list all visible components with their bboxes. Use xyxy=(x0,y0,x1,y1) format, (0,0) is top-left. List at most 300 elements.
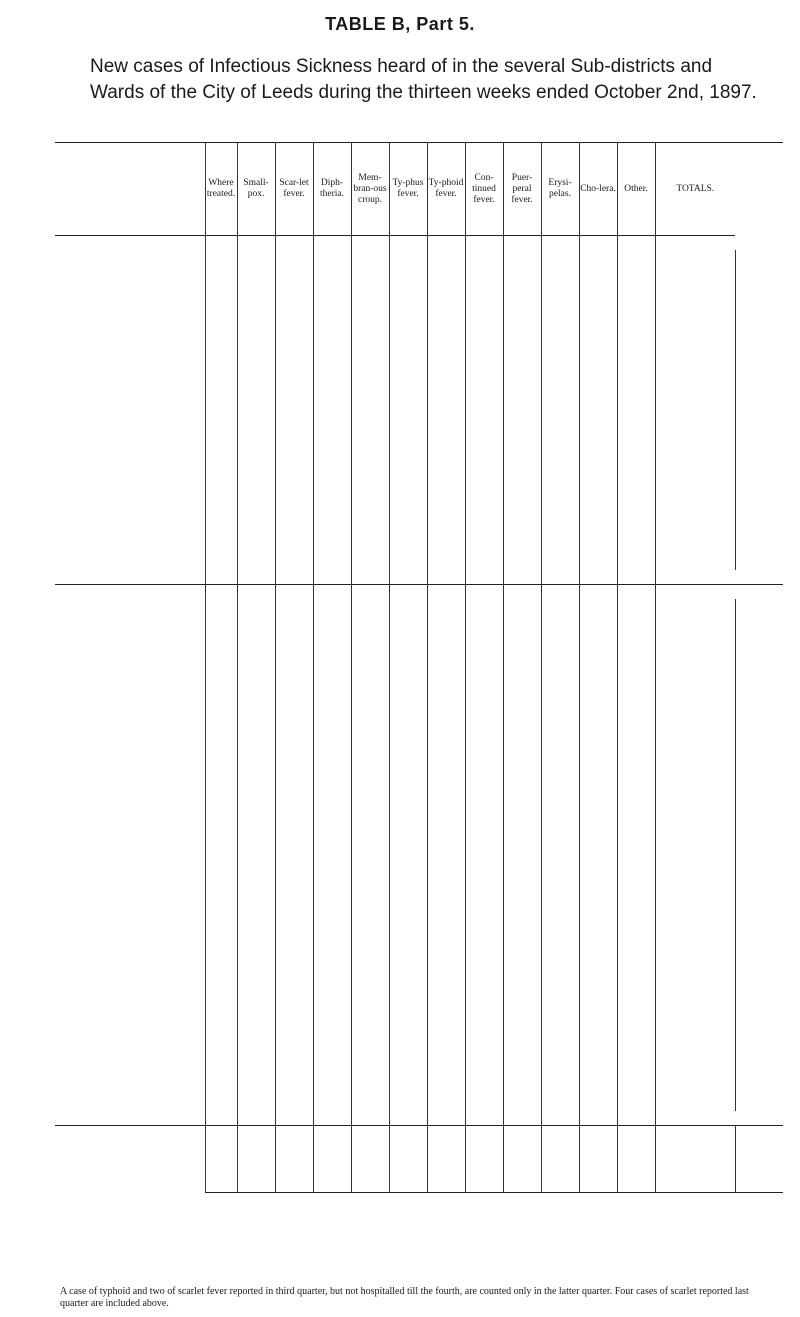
cell-value xyxy=(275,346,313,362)
cell-value xyxy=(617,522,655,538)
cell-value xyxy=(579,967,617,983)
city-cell-value xyxy=(579,1170,617,1193)
cell-value xyxy=(465,839,503,855)
cell-value xyxy=(503,631,541,647)
cell-value xyxy=(503,887,541,903)
spacer xyxy=(465,585,503,599)
cell-value xyxy=(617,743,655,759)
cell-value xyxy=(503,999,541,1015)
cell-value xyxy=(389,378,427,394)
where-treated xyxy=(205,410,237,426)
cell-value xyxy=(579,490,617,506)
cell-value xyxy=(237,1031,275,1047)
cell-value xyxy=(655,314,735,330)
cell-value xyxy=(655,522,735,538)
cell-value xyxy=(351,615,389,631)
cell-value xyxy=(237,999,275,1015)
cell-value xyxy=(275,631,313,647)
cell-value xyxy=(351,1015,389,1031)
district-name xyxy=(83,759,205,791)
cell-value xyxy=(313,743,351,759)
cell-value xyxy=(655,807,735,823)
cell-value xyxy=(237,1015,275,1031)
row-total xyxy=(735,1015,783,1047)
column-header: Puer-peral fever. xyxy=(503,143,541,236)
column-header: Where treated. xyxy=(205,143,237,236)
cell-value xyxy=(389,999,427,1015)
where-treated xyxy=(205,999,237,1015)
cell-value xyxy=(275,522,313,538)
cell-value xyxy=(313,647,351,663)
cell-value xyxy=(313,1095,351,1111)
cell-value xyxy=(427,458,465,474)
cell-value xyxy=(617,951,655,967)
cell-value xyxy=(503,951,541,967)
cell-value xyxy=(503,298,541,314)
cell-value xyxy=(541,266,579,282)
cell-value xyxy=(427,1047,465,1063)
cell-value xyxy=(237,378,275,394)
where-treated xyxy=(205,1063,237,1079)
cell-value xyxy=(579,426,617,442)
cell-value xyxy=(579,1079,617,1095)
cell-value xyxy=(579,378,617,394)
cell-value xyxy=(617,266,655,282)
cell-value xyxy=(237,743,275,759)
cell-value xyxy=(617,631,655,647)
city-cell-value xyxy=(617,1148,655,1170)
spacer xyxy=(389,1111,427,1126)
district-name xyxy=(83,695,205,727)
cell-value xyxy=(351,967,389,983)
spacer xyxy=(275,585,313,599)
column-header: Ty-phus fever. xyxy=(389,143,427,236)
cell-value xyxy=(237,615,275,631)
cell-value xyxy=(389,346,427,362)
cell-value xyxy=(313,999,351,1015)
cell-value xyxy=(427,743,465,759)
cell-value xyxy=(503,426,541,442)
cell-value xyxy=(617,983,655,999)
cell-value xyxy=(275,855,313,871)
cell-value xyxy=(503,711,541,727)
cell-value xyxy=(275,823,313,839)
cell-value xyxy=(579,663,617,679)
cell-value xyxy=(503,314,541,330)
cell-value xyxy=(541,599,579,615)
cell-value xyxy=(351,839,389,855)
cell-value xyxy=(237,887,275,903)
cell-value xyxy=(655,615,735,631)
cell-value xyxy=(503,1015,541,1031)
cell-value xyxy=(655,855,735,871)
district-name xyxy=(83,823,205,855)
cell-value xyxy=(275,314,313,330)
cell-value xyxy=(427,1031,465,1047)
cell-value xyxy=(389,506,427,522)
cell-value xyxy=(579,1063,617,1079)
cell-value xyxy=(313,314,351,330)
cell-value xyxy=(351,743,389,759)
cell-value xyxy=(351,1031,389,1047)
cell-value xyxy=(503,554,541,570)
cell-value xyxy=(275,1079,313,1095)
cell-value xyxy=(617,330,655,346)
cell-value xyxy=(427,615,465,631)
cell-value xyxy=(313,330,351,346)
cell-value xyxy=(541,695,579,711)
cell-value xyxy=(275,759,313,775)
cell-value xyxy=(427,599,465,615)
cell-value xyxy=(237,871,275,887)
cell-value xyxy=(275,679,313,695)
cell-value xyxy=(617,791,655,807)
cell-value xyxy=(313,410,351,426)
cell-value xyxy=(503,442,541,458)
cell-value xyxy=(579,250,617,266)
cell-value xyxy=(503,474,541,490)
spacer xyxy=(205,236,237,251)
cell-value xyxy=(541,679,579,695)
where-treated xyxy=(205,903,237,919)
cell-value xyxy=(617,839,655,855)
cell-value xyxy=(237,522,275,538)
spacer xyxy=(503,570,541,585)
cell-value xyxy=(237,679,275,695)
cell-value xyxy=(579,759,617,775)
cell-value xyxy=(655,871,735,887)
row-total xyxy=(735,919,783,951)
cell-value xyxy=(655,839,735,855)
cell-value xyxy=(237,1047,275,1063)
cell-value xyxy=(655,490,735,506)
where-treated xyxy=(205,538,237,554)
cell-value xyxy=(427,266,465,282)
cell-value xyxy=(541,314,579,330)
cell-value xyxy=(389,759,427,775)
cell-value xyxy=(237,711,275,727)
cell-value xyxy=(313,426,351,442)
cell-value xyxy=(313,727,351,743)
where-treated xyxy=(205,791,237,807)
where-treated xyxy=(205,442,237,458)
cell-value xyxy=(655,282,735,298)
cell-value xyxy=(541,919,579,935)
cell-value xyxy=(351,474,389,490)
cell-value xyxy=(351,759,389,775)
spacer xyxy=(579,1111,617,1126)
cell-value xyxy=(237,1095,275,1111)
cell-value xyxy=(465,282,503,298)
cell-value xyxy=(655,330,735,346)
cell-value xyxy=(579,442,617,458)
cell-value xyxy=(275,599,313,615)
city-cell-value xyxy=(541,1148,579,1170)
cell-value xyxy=(617,871,655,887)
spacer xyxy=(617,1111,655,1126)
cell-value xyxy=(655,506,735,522)
cell-value xyxy=(541,442,579,458)
cell-value xyxy=(427,695,465,711)
cell-value xyxy=(275,727,313,743)
cell-value xyxy=(427,490,465,506)
cell-value xyxy=(617,1031,655,1047)
cell-value xyxy=(655,935,735,951)
district-name xyxy=(83,538,205,570)
cell-value xyxy=(503,855,541,871)
cell-value xyxy=(579,951,617,967)
row-total xyxy=(735,250,783,282)
spacer xyxy=(351,570,389,585)
cell-value xyxy=(617,426,655,442)
cell-value xyxy=(427,298,465,314)
cell-value xyxy=(237,538,275,554)
cell-value xyxy=(389,1063,427,1079)
cell-value xyxy=(313,490,351,506)
cell-value xyxy=(655,426,735,442)
spacer xyxy=(503,1111,541,1126)
cell-value xyxy=(389,250,427,266)
cell-value xyxy=(275,903,313,919)
cell-value xyxy=(617,711,655,727)
cell-value xyxy=(351,951,389,967)
cell-value xyxy=(313,887,351,903)
cell-value xyxy=(389,330,427,346)
row-total xyxy=(735,663,783,695)
cell-value xyxy=(427,282,465,298)
city-cell-value xyxy=(655,1170,735,1193)
cell-value xyxy=(541,647,579,663)
spacer xyxy=(275,1111,313,1126)
district-name xyxy=(83,887,205,919)
cell-value xyxy=(465,663,503,679)
cell-value xyxy=(465,775,503,791)
cell-value xyxy=(275,298,313,314)
cell-value xyxy=(351,442,389,458)
table-number: TABLE B, Part 5. xyxy=(325,14,475,34)
cell-value xyxy=(465,1079,503,1095)
cell-value xyxy=(351,791,389,807)
cell-value xyxy=(351,983,389,999)
cell-value xyxy=(617,615,655,631)
cell-value xyxy=(503,1079,541,1095)
where-treated xyxy=(205,695,237,711)
cell-value xyxy=(427,679,465,695)
cell-value xyxy=(389,887,427,903)
cell-value xyxy=(427,330,465,346)
where-treated xyxy=(205,1079,237,1095)
cell-value xyxy=(503,522,541,538)
cell-value xyxy=(655,887,735,903)
cell-value xyxy=(351,1047,389,1063)
city-cell-value xyxy=(465,1148,503,1170)
city-cases-total xyxy=(735,1170,783,1193)
spacer xyxy=(237,1111,275,1126)
cell-value xyxy=(541,839,579,855)
cell-value xyxy=(465,919,503,935)
wards-group-label xyxy=(55,599,83,1111)
district-name xyxy=(83,346,205,378)
cell-value xyxy=(579,935,617,951)
where-treated xyxy=(205,1015,237,1031)
row-total xyxy=(735,727,783,759)
column-header: Small-pox. xyxy=(237,143,275,236)
cell-value xyxy=(313,1015,351,1031)
where-treated xyxy=(205,727,237,743)
cell-value xyxy=(541,1063,579,1079)
cell-value xyxy=(351,362,389,378)
cell-value xyxy=(313,631,351,647)
spacer xyxy=(55,585,205,599)
cell-value xyxy=(503,775,541,791)
cell-value xyxy=(617,663,655,679)
cell-value xyxy=(655,538,735,554)
cell-value xyxy=(541,282,579,298)
cell-value xyxy=(351,823,389,839)
spacer xyxy=(351,1111,389,1126)
cell-value xyxy=(465,554,503,570)
district-name xyxy=(83,919,205,951)
cell-value xyxy=(237,599,275,615)
cell-value xyxy=(541,663,579,679)
cell-value xyxy=(503,506,541,522)
where-treated xyxy=(205,807,237,823)
cell-value xyxy=(503,615,541,631)
cell-value xyxy=(541,999,579,1015)
cell-value xyxy=(275,378,313,394)
spacer xyxy=(617,585,655,599)
cell-value xyxy=(237,410,275,426)
spacer xyxy=(55,1111,205,1126)
cell-value xyxy=(389,394,427,410)
cell-value xyxy=(427,839,465,855)
cell-value xyxy=(389,631,427,647)
cell-value xyxy=(313,250,351,266)
district-name xyxy=(83,663,205,695)
row-total xyxy=(735,378,783,410)
cell-value xyxy=(465,474,503,490)
cell-value xyxy=(503,266,541,282)
cell-value xyxy=(617,1047,655,1063)
cell-value xyxy=(237,506,275,522)
cell-value xyxy=(275,791,313,807)
where-treated xyxy=(205,298,237,314)
city-cell-value xyxy=(237,1170,275,1193)
where-treated xyxy=(205,935,237,951)
where-treated xyxy=(205,1095,237,1111)
cell-value xyxy=(541,298,579,314)
cell-value xyxy=(313,839,351,855)
cell-value xyxy=(579,1031,617,1047)
row-total xyxy=(735,599,783,631)
cell-value xyxy=(465,791,503,807)
cell-value xyxy=(351,999,389,1015)
cell-value xyxy=(579,743,617,759)
cell-value xyxy=(237,647,275,663)
cell-value xyxy=(465,823,503,839)
where-treated xyxy=(205,282,237,298)
cell-value xyxy=(313,983,351,999)
city-cell-value xyxy=(617,1170,655,1193)
cell-value xyxy=(237,490,275,506)
cell-value xyxy=(351,1095,389,1111)
cell-value xyxy=(351,1079,389,1095)
district-name xyxy=(83,855,205,887)
cell-value xyxy=(579,823,617,839)
spacer xyxy=(389,570,427,585)
cell-value xyxy=(579,314,617,330)
cell-value xyxy=(237,983,275,999)
cell-value xyxy=(389,1079,427,1095)
cell-value xyxy=(617,679,655,695)
cell-value xyxy=(579,330,617,346)
column-header: Scar-let fever. xyxy=(275,143,313,236)
city-cell-value xyxy=(579,1125,617,1148)
cell-value xyxy=(237,330,275,346)
cell-value xyxy=(237,727,275,743)
where-treated xyxy=(205,490,237,506)
cell-value xyxy=(427,871,465,887)
district-name xyxy=(83,506,205,538)
cell-value xyxy=(427,426,465,442)
cell-value xyxy=(313,1047,351,1063)
district-name xyxy=(83,474,205,506)
cell-value xyxy=(503,759,541,775)
cell-value xyxy=(655,474,735,490)
cell-value xyxy=(427,314,465,330)
cell-value xyxy=(427,663,465,679)
city-cell-value xyxy=(389,1170,427,1193)
cell-value xyxy=(541,903,579,919)
cell-value xyxy=(389,522,427,538)
where-treated xyxy=(205,314,237,330)
cell-value xyxy=(655,727,735,743)
cell-value xyxy=(579,362,617,378)
spacer xyxy=(427,570,465,585)
cell-value xyxy=(389,1031,427,1047)
cell-value xyxy=(503,1063,541,1079)
city-cell-value xyxy=(313,1170,351,1193)
where-treated xyxy=(205,346,237,362)
cell-value xyxy=(313,759,351,775)
cell-value xyxy=(313,935,351,951)
cell-value xyxy=(503,410,541,426)
spacer xyxy=(55,570,205,585)
cell-value xyxy=(313,599,351,615)
column-header: Other. xyxy=(617,143,655,236)
cell-value xyxy=(541,615,579,631)
cell-value xyxy=(541,522,579,538)
cell-value xyxy=(655,695,735,711)
cell-value xyxy=(617,474,655,490)
cell-value xyxy=(503,538,541,554)
district-name xyxy=(83,282,205,314)
cell-value xyxy=(351,250,389,266)
cell-value xyxy=(237,839,275,855)
cell-value xyxy=(541,410,579,426)
cell-value xyxy=(351,887,389,903)
cell-value xyxy=(313,346,351,362)
cell-value xyxy=(351,695,389,711)
cell-value xyxy=(389,919,427,935)
cell-value xyxy=(275,1095,313,1111)
cell-value xyxy=(465,362,503,378)
cell-value xyxy=(275,839,313,855)
cell-value xyxy=(465,967,503,983)
cell-value xyxy=(427,631,465,647)
cell-value xyxy=(655,298,735,314)
row-total xyxy=(735,823,783,855)
